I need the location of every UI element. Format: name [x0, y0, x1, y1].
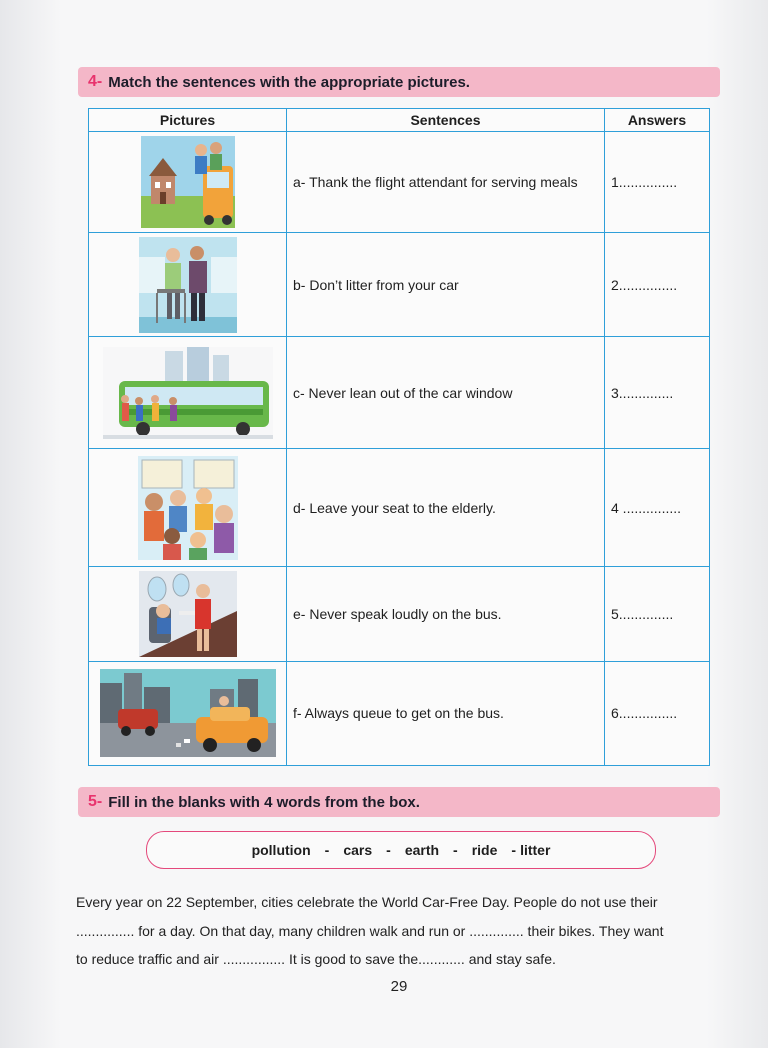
answer-4[interactable]: 4 ...............	[605, 449, 710, 566]
header-pictures: Pictures	[89, 109, 287, 132]
section-5-header	[78, 787, 720, 817]
noisy-bus-picture	[138, 456, 238, 560]
section-5-number: 5-	[88, 793, 103, 810]
word-separator: -	[453, 842, 458, 858]
sentence-a: a- Thank the flight attendant for serving meals	[287, 132, 605, 233]
word-earth: earth	[404, 842, 440, 858]
table-row	[89, 449, 710, 566]
word-separator: -	[511, 842, 517, 858]
paragraph-line-2: ............... for a day. On that day, many children walk and run or .............. their bikes. They want	[76, 922, 664, 939]
header-answers: Answers	[605, 109, 710, 132]
picture-cell	[89, 449, 287, 566]
picture-cell	[89, 566, 287, 661]
littering-car-picture	[100, 669, 276, 757]
word-litter: litter	[520, 842, 551, 858]
word-separator: -	[324, 842, 330, 858]
fill-in-paragraph	[76, 888, 724, 974]
answer-2[interactable]: 2...............	[605, 233, 710, 337]
section-5-title: Fill in the blanks with 4 words from the box.	[108, 793, 420, 811]
table-row	[89, 566, 710, 661]
word-pollution: pollution	[251, 842, 311, 858]
paragraph-line-3: to reduce traffic and air ................ It is good to save the............ and stay safe.	[76, 951, 556, 967]
answer-5[interactable]: 5..............	[605, 566, 710, 661]
table-row	[89, 661, 710, 765]
picture-cell	[89, 661, 287, 765]
sentence-f: f- Always queue to get on the bus.	[287, 661, 605, 765]
answer-3[interactable]: 3..............	[605, 337, 710, 449]
matching-table	[88, 108, 710, 766]
picture-cell	[89, 233, 287, 337]
picture-cell	[89, 337, 287, 449]
word-separator: -	[386, 842, 391, 858]
table-row	[89, 233, 710, 337]
section-4-title: Match the sentences with the appropriate pictures.	[108, 73, 470, 91]
helping-elderly-picture	[139, 237, 237, 333]
table-row	[89, 337, 710, 449]
section-4-header	[78, 67, 720, 97]
header-sentences: Sentences	[287, 109, 605, 132]
word-cars: cars	[343, 842, 373, 858]
word-box	[146, 831, 656, 869]
paragraph-line-1: Every year on 22 September, cities celebrate the World Car-Free Day. People do not use their	[76, 894, 658, 910]
bus-queue-picture	[103, 347, 273, 439]
page-number: 29	[390, 978, 408, 995]
sentence-e: e- Never speak loudly on the bus.	[287, 566, 605, 661]
sentence-c: c- Never lean out of the car window	[287, 337, 605, 449]
table-header-row	[89, 109, 710, 132]
family-house-car-picture	[141, 136, 235, 228]
section-4-number: 4-	[88, 73, 103, 90]
sentence-d: d- Leave your seat to the elderly.	[287, 449, 605, 566]
flight-attendant-picture	[139, 571, 237, 657]
sentence-b: b- Don’t litter from your car	[287, 233, 605, 337]
answer-1[interactable]: 1...............	[605, 132, 710, 233]
table-row	[89, 132, 710, 233]
picture-cell	[89, 132, 287, 233]
word-ride: ride	[471, 842, 498, 858]
answer-6[interactable]: 6...............	[605, 661, 710, 765]
